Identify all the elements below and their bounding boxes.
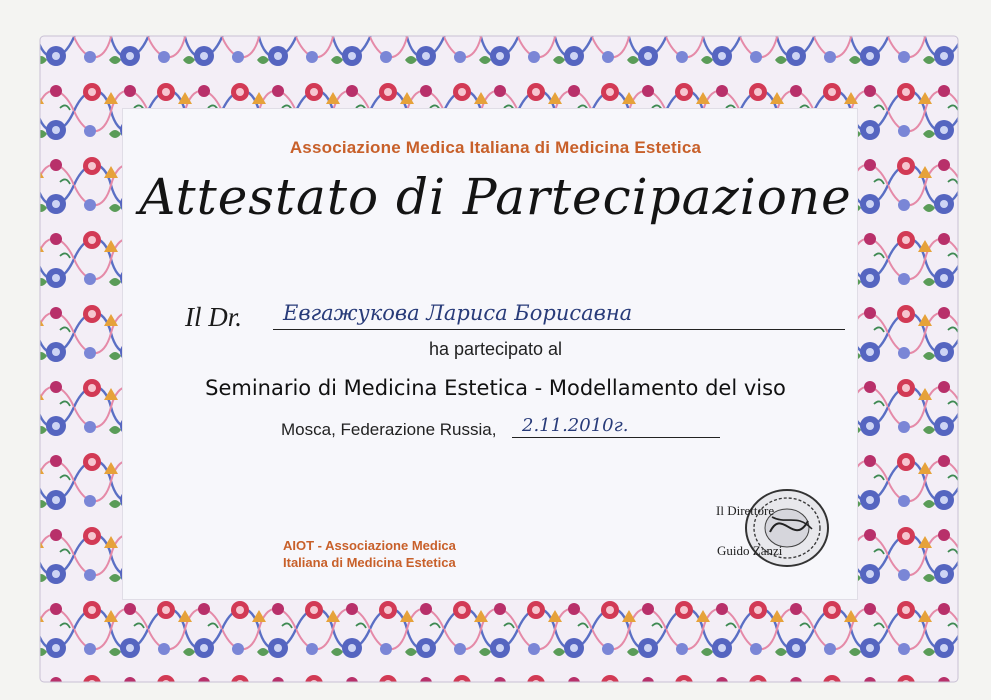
date-field: 2.11.2010г. (512, 415, 720, 438)
organization-line-2: Italiana di Medicina Estetica (283, 555, 456, 570)
dr-label: Il Dr. (185, 302, 243, 332)
association-heading: Associazione Medica Italiana di Medicina Estetica (289, 138, 702, 157)
organization-block (283, 537, 456, 571)
participated-text: ha partecipato al (428, 339, 563, 359)
director-name: Guido Zanzi (717, 543, 783, 558)
seminar-title: Seminario di Medicina Estetica - Modellamento del viso (205, 376, 786, 400)
participant-line (185, 302, 845, 336)
place-text: Mosca, Federazione Russia, (281, 420, 497, 439)
director-label: Il Direttore (716, 503, 775, 518)
organization-line-1: AIOT - Associazione Medica (283, 538, 456, 553)
participant-name: Евгажукова Лариса Борисавна (273, 302, 845, 330)
certificate-title: Attestato di Partecipazione (139, 168, 852, 226)
